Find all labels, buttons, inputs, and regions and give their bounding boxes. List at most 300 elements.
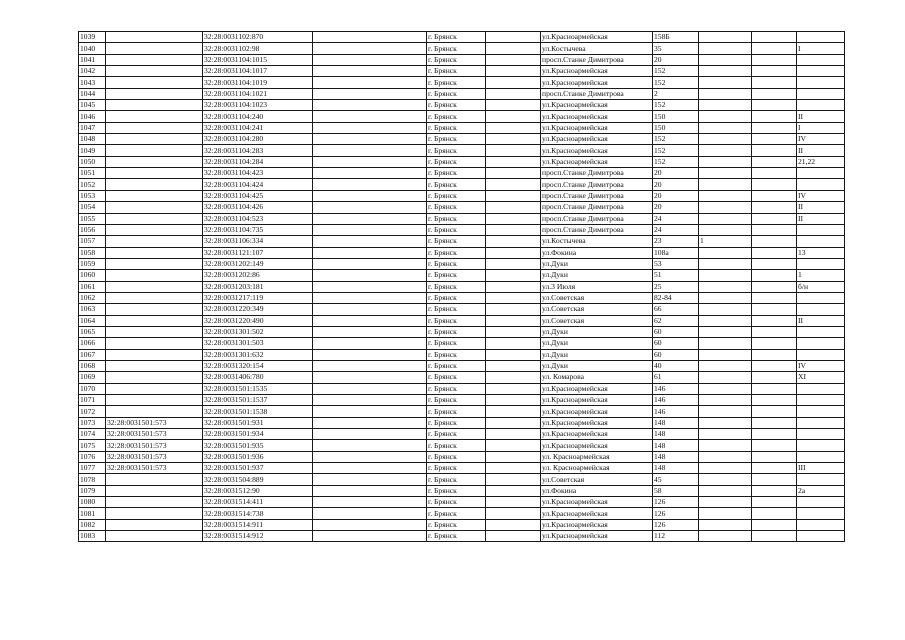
premises-cell [797,497,845,508]
street-cell: ул.Дуки [541,270,653,281]
row-number-cell: 1052 [79,179,106,190]
city-cell: г. Брянск [427,519,486,530]
premises-cell: II [797,315,845,326]
premises-cell [797,440,845,451]
row-number-cell: 1065 [79,326,106,337]
object-name-cell [313,508,427,519]
building-cell [699,134,752,145]
letter-cell [752,88,797,99]
table-row [79,100,845,111]
cadastral-number-cell: 32:28:0031104:424 [203,179,313,190]
row-number-cell: 1072 [79,406,106,417]
building-cell [699,292,752,303]
city-cell: г. Брянск [427,247,486,258]
street-cell: просп.Станке Димитрова [541,213,653,224]
district-cell [486,315,541,326]
house-number-cell: 146 [653,383,699,394]
premises-cell [797,406,845,417]
cadastral-number-cell: 32:28:0031220:490 [203,315,313,326]
district-cell [486,440,541,451]
parent-cadastral-number-cell [106,134,203,145]
table-row [79,326,845,337]
cadastral-number-cell: 32:28:0031202:86 [203,270,313,281]
district-cell [486,156,541,167]
table-row [79,134,845,145]
city-cell: г. Брянск [427,236,486,247]
row-number-cell: 1051 [79,168,106,179]
parent-cadastral-number-cell [106,383,203,394]
house-number-cell: 60 [653,326,699,337]
object-name-cell [313,168,427,179]
table-row [79,372,845,383]
object-name-cell [313,66,427,77]
house-number-cell: 35 [653,43,699,54]
letter-cell [752,258,797,269]
table-row [79,395,845,406]
house-number-cell: 148 [653,417,699,428]
cadastral-number-cell: 32:28:0031104:523 [203,213,313,224]
cadastral-number-cell: 32:28:0031501:934 [203,429,313,440]
building-cell [699,32,752,43]
letter-cell [752,429,797,440]
city-cell: г. Брянск [427,383,486,394]
building-cell [699,485,752,496]
house-number-cell: 24 [653,213,699,224]
city-cell: г. Брянск [427,304,486,315]
street-cell: ул.Красноармейская [541,519,653,530]
row-number-cell: 1068 [79,360,106,371]
table-row [79,417,845,428]
parent-cadastral-number-cell: 32:28:0031501:573 [106,440,203,451]
street-cell: просп.Станке Димитрова [541,54,653,65]
parent-cadastral-number-cell [106,224,203,235]
house-number-cell: 108а [653,247,699,258]
street-cell: ул. Красноармейская [541,463,653,474]
row-number-cell: 1063 [79,304,106,315]
object-name-cell [313,156,427,167]
table-row [79,474,845,485]
street-cell: ул.Красноармейская [541,111,653,122]
premises-cell [797,451,845,462]
premises-cell: б/н [797,281,845,292]
object-name-cell [313,270,427,281]
cadastral-number-cell: 32:28:0031102:98 [203,43,313,54]
house-number-cell: 152 [653,145,699,156]
row-number-cell: 1056 [79,224,106,235]
object-name-cell [313,304,427,315]
street-cell: ул.Фокина [541,247,653,258]
row-number-cell: 1044 [79,88,106,99]
parent-cadastral-number-cell [106,315,203,326]
premises-cell: III [797,463,845,474]
house-number-cell: 150 [653,111,699,122]
cadastral-number-cell: 32:28:0031501:936 [203,451,313,462]
premises-cell [797,326,845,337]
city-cell: г. Брянск [427,292,486,303]
premises-cell [797,383,845,394]
registry-table [78,31,845,542]
street-cell: ул.3 Июля [541,281,653,292]
row-number-cell: 1057 [79,236,106,247]
row-number-cell: 1061 [79,281,106,292]
city-cell: г. Брянск [427,179,486,190]
object-name-cell [313,406,427,417]
street-cell: ул. Комарова [541,372,653,383]
city-cell: г. Брянск [427,54,486,65]
letter-cell [752,66,797,77]
object-name-cell [313,100,427,111]
letter-cell [752,395,797,406]
object-name-cell [313,111,427,122]
premises-cell [797,168,845,179]
row-number-cell: 1064 [79,315,106,326]
building-cell [699,440,752,451]
street-cell: просп.Станке Димитрова [541,202,653,213]
street-cell: ул.Дуки [541,360,653,371]
house-number-cell: 51 [653,270,699,281]
parent-cadastral-number-cell [106,338,203,349]
row-number-cell: 1071 [79,395,106,406]
cadastral-number-cell: 32:28:0031203:181 [203,281,313,292]
cadastral-number-cell: 32:28:0031501:935 [203,440,313,451]
premises-cell [797,179,845,190]
house-number-cell: 148 [653,463,699,474]
building-cell [699,247,752,258]
cadastral-number-cell: 32:28:0031104:283 [203,145,313,156]
object-name-cell [313,326,427,337]
premises-cell: II [797,111,845,122]
table-row [79,281,845,292]
premises-cell [797,292,845,303]
house-number-cell: 20 [653,179,699,190]
street-cell: ул.Красноармейская [541,134,653,145]
premises-cell [797,66,845,77]
district-cell [486,122,541,133]
district-cell [486,485,541,496]
street-cell: ул.Дуки [541,326,653,337]
district-cell [486,531,541,542]
premises-cell [797,349,845,360]
row-number-cell: 1053 [79,190,106,201]
parent-cadastral-number-cell [106,122,203,133]
object-name-cell [313,474,427,485]
parent-cadastral-number-cell: 32:28:0031501:573 [106,429,203,440]
object-name-cell [313,485,427,496]
row-number-cell: 1069 [79,372,106,383]
city-cell: г. Брянск [427,111,486,122]
city-cell: г. Брянск [427,168,486,179]
row-number-cell: 1075 [79,440,106,451]
premises-cell: IV [797,134,845,145]
object-name-cell [313,338,427,349]
street-cell: ул.Красноармейская [541,429,653,440]
premises-cell [797,258,845,269]
building-cell [699,338,752,349]
object-name-cell [313,179,427,190]
building-cell [699,54,752,65]
city-cell: г. Брянск [427,451,486,462]
row-number-cell: 1078 [79,474,106,485]
building-cell [699,145,752,156]
house-number-cell: 45 [653,474,699,485]
letter-cell [752,485,797,496]
city-cell: г. Брянск [427,145,486,156]
row-number-cell: 1042 [79,66,106,77]
building-cell [699,429,752,440]
building-cell [699,224,752,235]
street-cell: ул.Дуки [541,349,653,360]
object-name-cell [313,349,427,360]
parent-cadastral-number-cell [106,360,203,371]
street-cell: ул.Красноармейская [541,383,653,394]
city-cell: г. Брянск [427,315,486,326]
object-name-cell [313,292,427,303]
row-number-cell: 1058 [79,247,106,258]
house-number-cell: 53 [653,258,699,269]
letter-cell [752,134,797,145]
building-cell [699,43,752,54]
object-name-cell [313,429,427,440]
street-cell: ул.Советская [541,474,653,485]
cadastral-number-cell: 32:28:0031501:1537 [203,395,313,406]
parent-cadastral-number-cell [106,145,203,156]
row-number-cell: 1079 [79,485,106,496]
row-number-cell: 1077 [79,463,106,474]
building-cell [699,304,752,315]
street-cell: ул.Красноармейская [541,32,653,43]
letter-cell [752,236,797,247]
premises-cell [797,531,845,542]
cadastral-number-cell: 32:28:0031301:502 [203,326,313,337]
letter-cell [752,156,797,167]
street-cell: просп.Станке Димитрова [541,190,653,201]
letter-cell [752,168,797,179]
parent-cadastral-number-cell [106,270,203,281]
table-row [79,304,845,315]
row-number-cell: 1045 [79,100,106,111]
building-cell [699,258,752,269]
table-row [79,179,845,190]
table-row [79,66,845,77]
house-number-cell: 25 [653,281,699,292]
cadastral-number-cell: 32:28:0031104:1019 [203,77,313,88]
table-row [79,429,845,440]
premises-cell: XI [797,372,845,383]
document-page [78,31,844,542]
letter-cell [752,440,797,451]
object-name-cell [313,32,427,43]
row-number-cell: 1080 [79,497,106,508]
letter-cell [752,360,797,371]
parent-cadastral-number-cell [106,349,203,360]
city-cell: г. Брянск [427,224,486,235]
letter-cell [752,100,797,111]
district-cell [486,497,541,508]
row-number-cell: 1066 [79,338,106,349]
building-cell [699,531,752,542]
table-row [79,338,845,349]
object-name-cell [313,451,427,462]
city-cell: г. Брянск [427,440,486,451]
letter-cell [752,281,797,292]
object-name-cell [313,202,427,213]
row-number-cell: 1050 [79,156,106,167]
premises-cell [797,417,845,428]
building-cell [699,179,752,190]
building-cell [699,463,752,474]
house-number-cell: 24 [653,224,699,235]
table-row [79,213,845,224]
table-row [79,224,845,235]
row-number-cell: 1060 [79,270,106,281]
district-cell [486,395,541,406]
building-cell [699,111,752,122]
district-cell [486,508,541,519]
letter-cell [752,202,797,213]
object-name-cell [313,531,427,542]
district-cell [486,43,541,54]
table-row [79,349,845,360]
district-cell [486,383,541,394]
house-number-cell: 152 [653,100,699,111]
letter-cell [752,451,797,462]
table-row [79,519,845,530]
parent-cadastral-number-cell [106,326,203,337]
city-cell: г. Брянск [427,32,486,43]
table-row [79,145,845,156]
parent-cadastral-number-cell [106,485,203,496]
street-cell: ул.Красноармейская [541,100,653,111]
premises-cell [797,32,845,43]
premises-cell [797,54,845,65]
parent-cadastral-number-cell [106,190,203,201]
building-cell: 1 [699,236,752,247]
city-cell: г. Брянск [427,485,486,496]
house-number-cell: 152 [653,77,699,88]
street-cell: ул.Фокина [541,485,653,496]
cadastral-number-cell: 32:28:0031406:780 [203,372,313,383]
object-name-cell [313,54,427,65]
row-number-cell: 1039 [79,32,106,43]
letter-cell [752,519,797,530]
table-row [79,236,845,247]
city-cell: г. Брянск [427,360,486,371]
row-number-cell: 1047 [79,122,106,133]
row-number-cell: 1041 [79,54,106,65]
table-row [79,531,845,542]
district-cell [486,406,541,417]
house-number-cell: 62 [653,315,699,326]
cadastral-number-cell: 32:28:0031104:240 [203,111,313,122]
district-cell [486,304,541,315]
premises-cell: IV [797,190,845,201]
district-cell [486,168,541,179]
row-number-cell: 1083 [79,531,106,542]
row-number-cell: 1054 [79,202,106,213]
table-row [79,463,845,474]
cadastral-number-cell: 32:28:0031501:937 [203,463,313,474]
building-cell [699,315,752,326]
parent-cadastral-number-cell [106,395,203,406]
street-cell: ул.Красноармейская [541,395,653,406]
row-number-cell: 1073 [79,417,106,428]
district-cell [486,360,541,371]
cadastral-number-cell: 32:28:0031501:1535 [203,383,313,394]
cadastral-number-cell: 32:28:0031512:90 [203,485,313,496]
table-row [79,156,845,167]
object-name-cell [313,519,427,530]
object-name-cell [313,372,427,383]
city-cell: г. Брянск [427,134,486,145]
letter-cell [752,224,797,235]
district-cell [486,281,541,292]
building-cell [699,66,752,77]
premises-cell: 13 [797,247,845,258]
row-number-cell: 1048 [79,134,106,145]
object-name-cell [313,122,427,133]
house-number-cell: 20 [653,202,699,213]
house-number-cell: 152 [653,66,699,77]
letter-cell [752,190,797,201]
object-name-cell [313,315,427,326]
city-cell: г. Брянск [427,349,486,360]
city-cell: г. Брянск [427,77,486,88]
district-cell [486,451,541,462]
city-cell: г. Брянск [427,281,486,292]
house-number-cell: 23 [653,236,699,247]
house-number-cell: 146 [653,395,699,406]
district-cell [486,77,541,88]
street-cell: ул.Костычева [541,43,653,54]
object-name-cell [313,213,427,224]
building-cell [699,213,752,224]
parent-cadastral-number-cell [106,43,203,54]
building-cell [699,190,752,201]
row-number-cell: 1067 [79,349,106,360]
city-cell: г. Брянск [427,213,486,224]
city-cell: г. Брянск [427,43,486,54]
parent-cadastral-number-cell: 32:28:0031501:573 [106,451,203,462]
letter-cell [752,179,797,190]
building-cell [699,202,752,213]
house-number-cell: 58 [653,485,699,496]
district-cell [486,463,541,474]
city-cell: г. Брянск [427,100,486,111]
object-name-cell [313,224,427,235]
building-cell [699,77,752,88]
city-cell: г. Брянск [427,202,486,213]
letter-cell [752,145,797,156]
cadastral-number-cell: 32:28:0031102:870 [203,32,313,43]
district-cell [486,202,541,213]
district-cell [486,190,541,201]
table-row [79,292,845,303]
city-cell: г. Брянск [427,338,486,349]
premises-cell: II [797,202,845,213]
building-cell [699,372,752,383]
letter-cell [752,122,797,133]
cadastral-number-cell: 32:28:0031501:931 [203,417,313,428]
house-number-cell: 126 [653,519,699,530]
parent-cadastral-number-cell [106,236,203,247]
street-cell: ул.Красноармейская [541,145,653,156]
premises-cell [797,77,845,88]
parent-cadastral-number-cell [106,519,203,530]
letter-cell [752,508,797,519]
object-name-cell [313,145,427,156]
letter-cell [752,77,797,88]
building-cell [699,474,752,485]
